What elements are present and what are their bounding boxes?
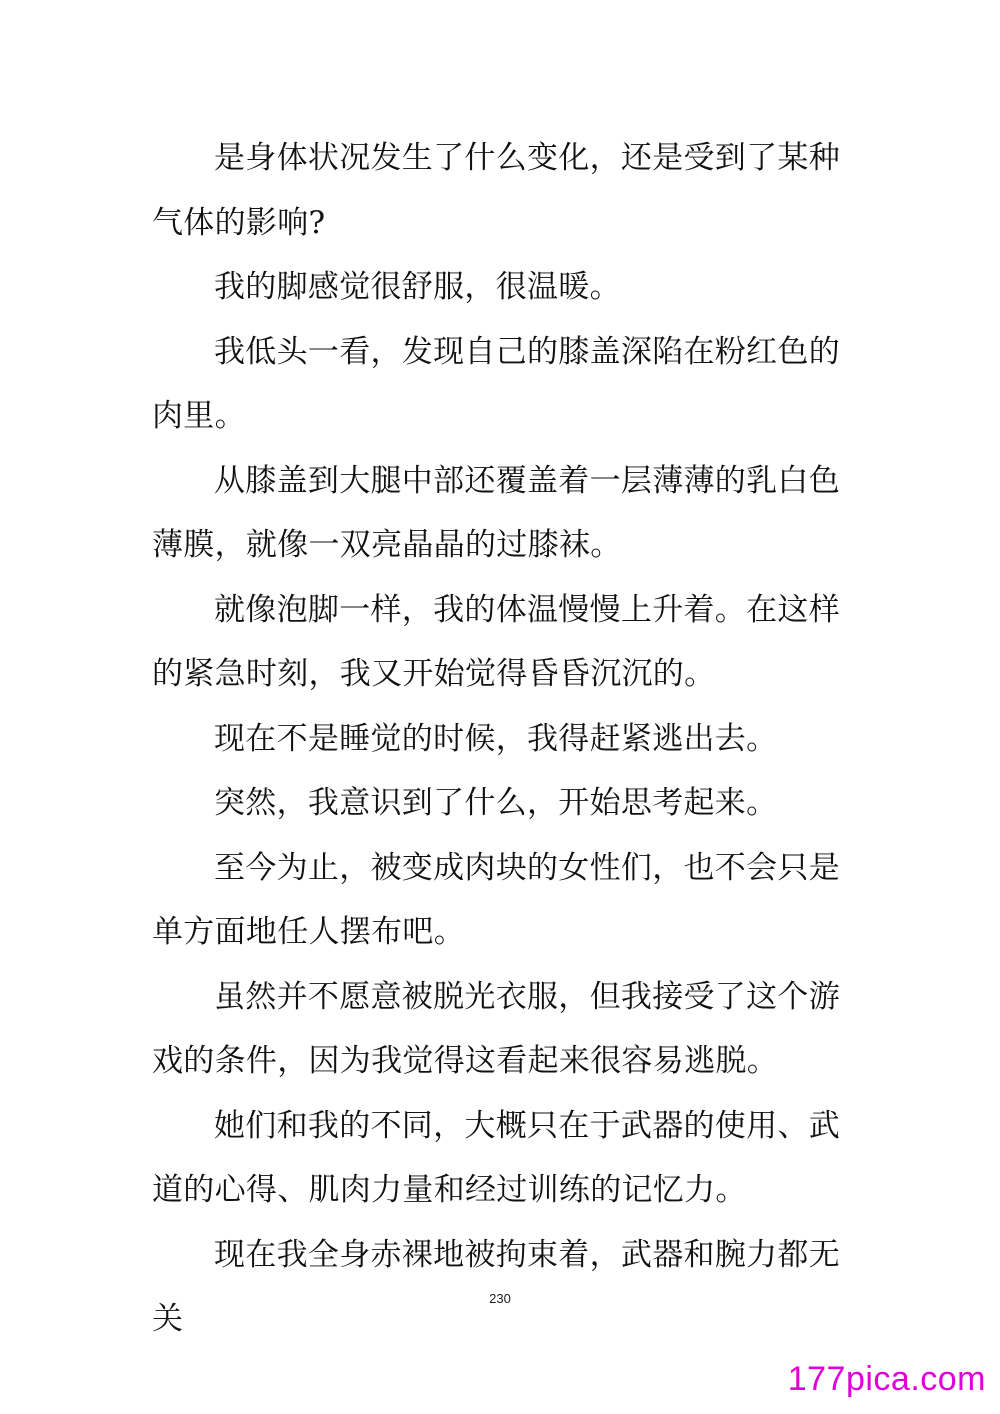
paragraph: 就像泡脚一样，我的体温慢慢上升着。在这样的紧急时刻，我又开始觉得昏昏沉沉的。 — [152, 591, 840, 692]
body-text — [152, 126, 852, 1352]
watermark-link[interactable]: 177pica.com — [787, 1360, 986, 1398]
paragraph: 至今为止，被变成肉块的女性们，也不会只是单方面地任人摆布吧。 — [152, 849, 840, 950]
paragraph: 突然，我意识到了什么，开始思考起来。 — [214, 785, 778, 821]
paragraph: 现在我全身赤裸地被拘束着，武器和腕力都无关 — [152, 1236, 840, 1337]
page-number: 230 — [489, 1291, 511, 1306]
paragraph: 现在不是睡觉的时候，我得赶紧逃出去。 — [214, 720, 778, 757]
paragraph: 我的脚感觉很舒服，很温暖。 — [214, 269, 621, 305]
paragraph: 虽然并不愿意被脱光衣服，但我接受了这个游戏的条件，因为我觉得这看起来很容易逃脱。 — [152, 978, 840, 1079]
paragraph: 是身体状况发生了什么变化，还是受到了某种气体的影响? — [152, 140, 840, 241]
paragraph: 我低头一看，发现自己的膝盖深陷在粉红色的肉里。 — [152, 333, 840, 434]
paragraph: 她们和我的不同，大概只在于武器的使用、武道的心得、肌肉力量和经过训练的记忆力。 — [152, 1107, 840, 1208]
paragraph: 从膝盖到大腿中部还覆盖着一层薄薄的乳白色薄膜，就像一双亮晶晶的过膝袜。 — [152, 462, 840, 563]
